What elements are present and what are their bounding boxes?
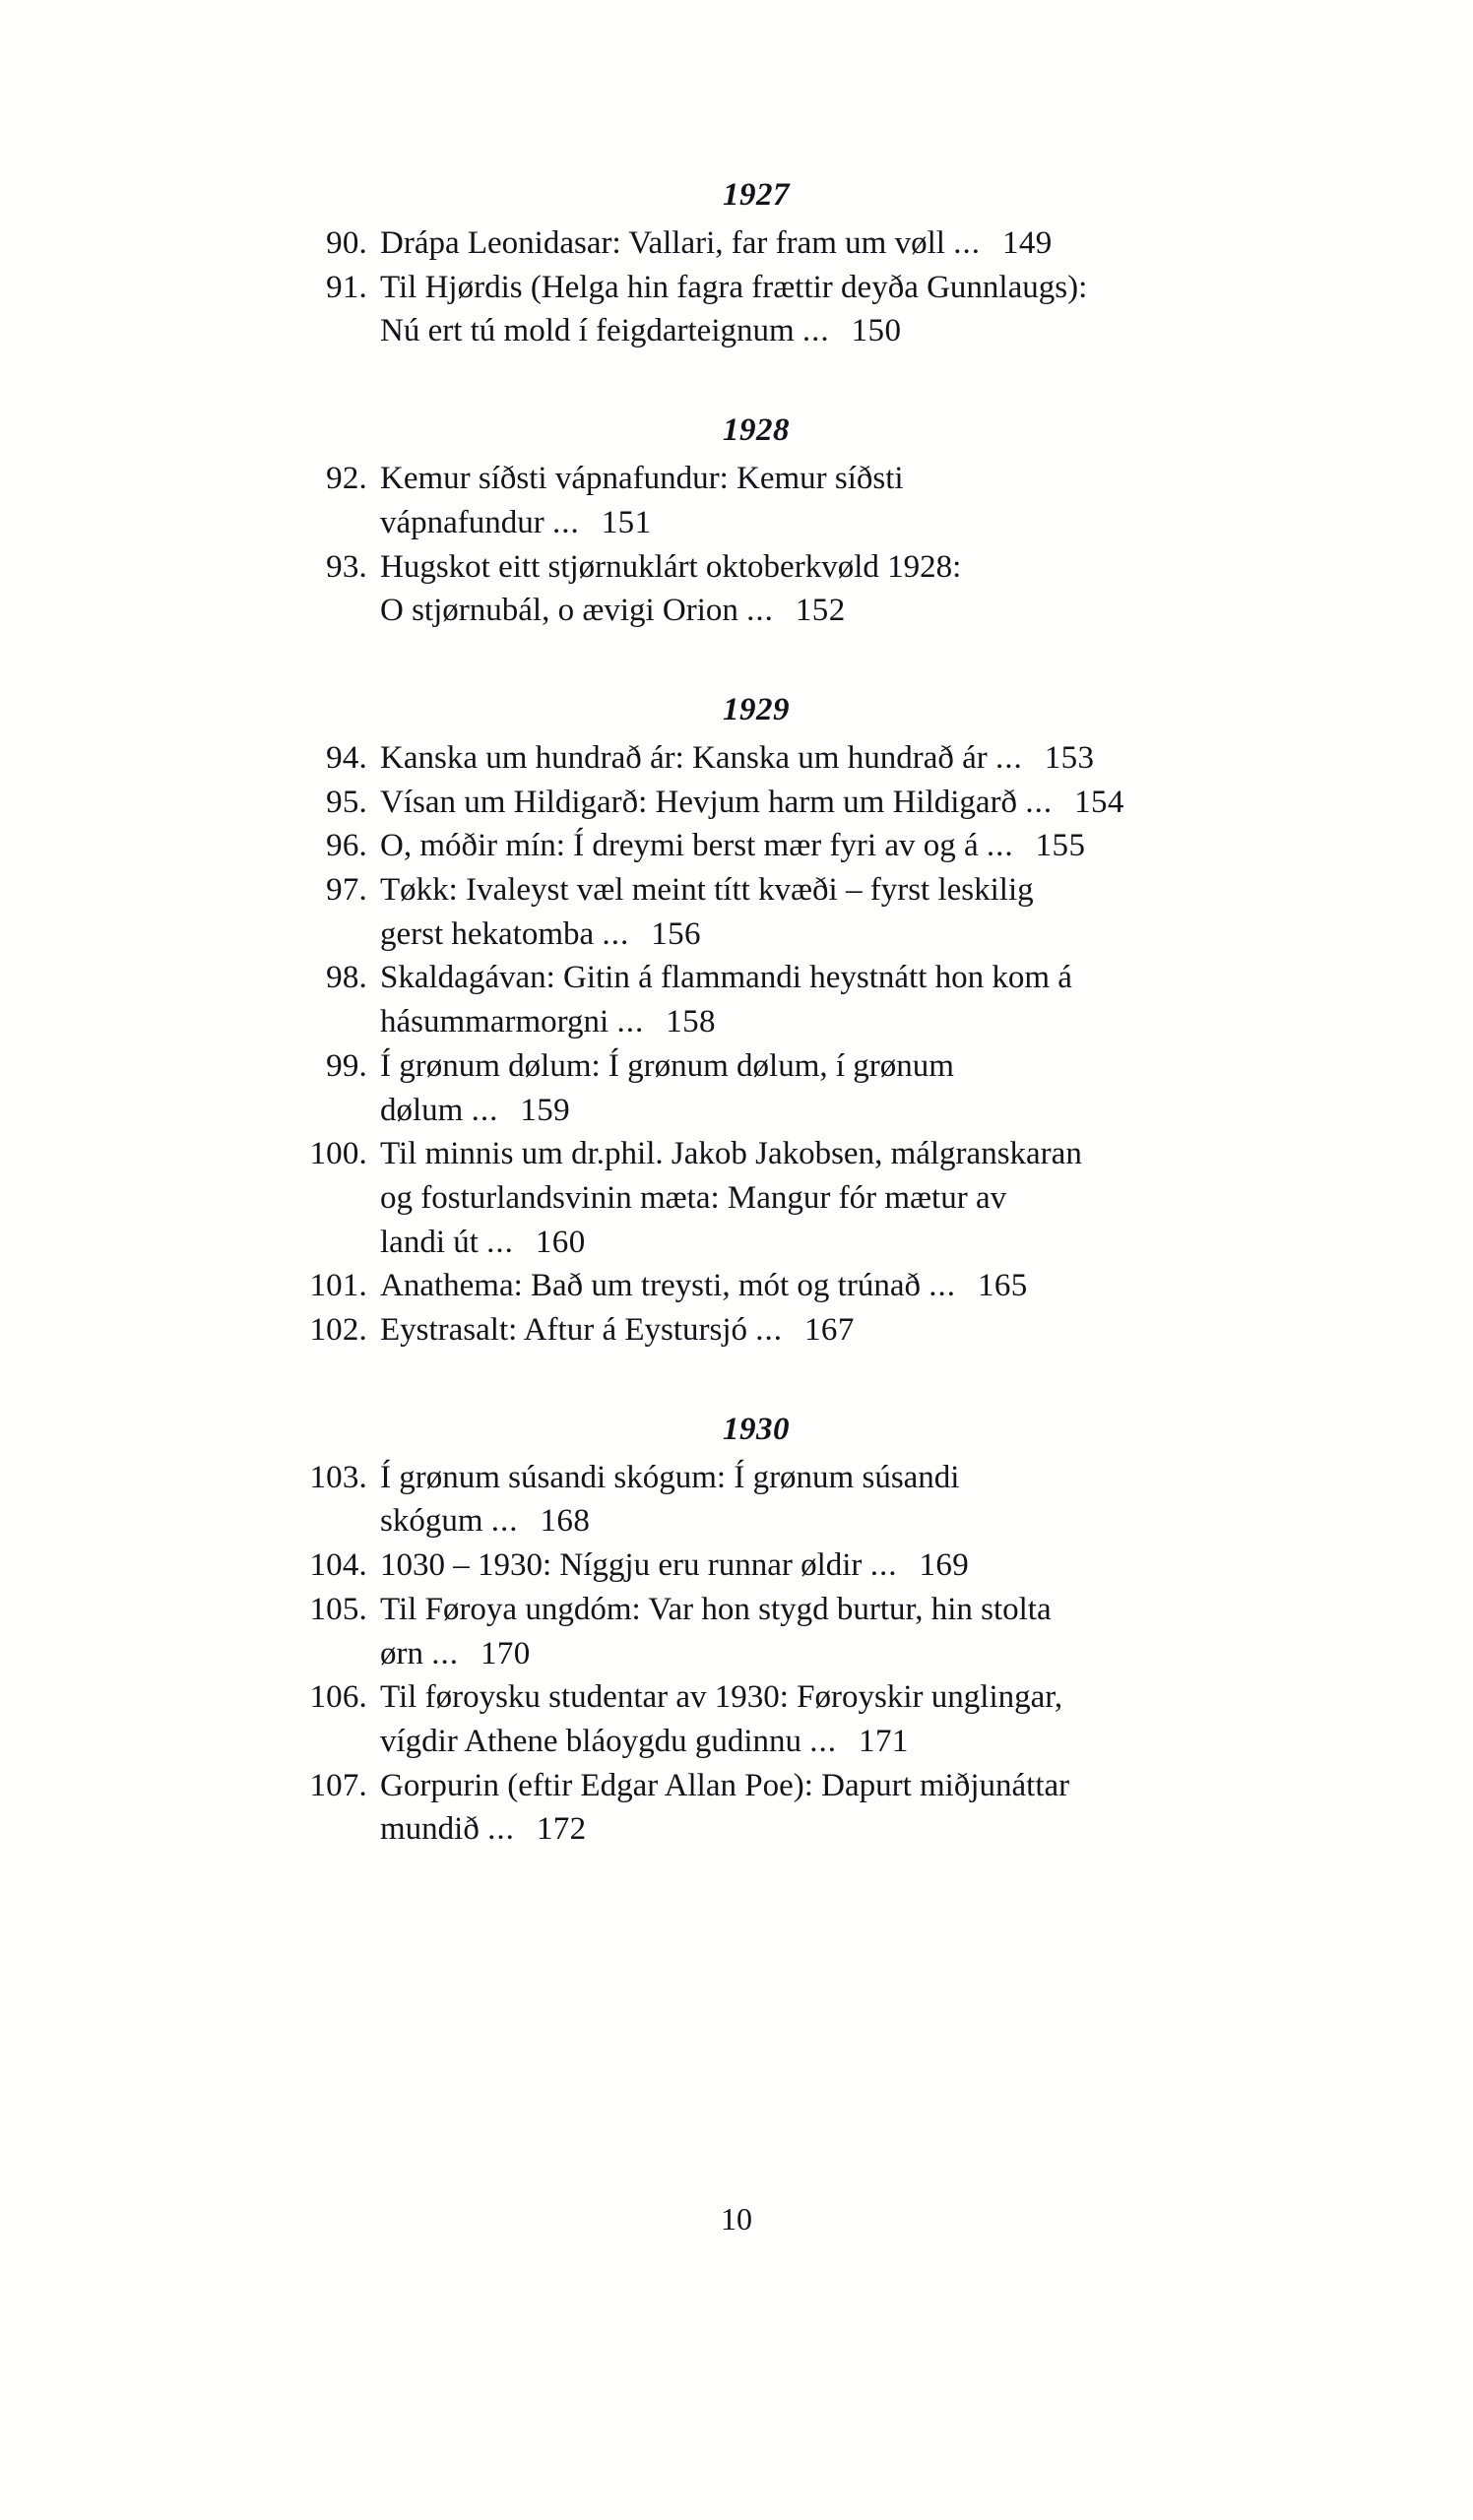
toc-entry-body bbox=[380, 1632, 1308, 1676]
toc-entry-continuation[interactable] bbox=[264, 309, 1308, 353]
toc-entry-title: Til Føroya ungdóm: Var hon stygd burtur, hin stolta bbox=[380, 1591, 1052, 1627]
toc-entry-body bbox=[380, 1176, 1308, 1221]
toc-entry-list bbox=[0, 736, 1473, 1353]
toc-entry-body bbox=[380, 1089, 1308, 1133]
toc-entry-body bbox=[380, 1456, 1308, 1500]
toc-entry[interactable] bbox=[264, 1764, 1308, 1808]
toc-entry-title: Vísan um Hildigarð: Hevjum harm um Hildigarð bbox=[380, 784, 1018, 820]
toc-leader-dots: ... bbox=[869, 1547, 898, 1584]
toc-entry-body bbox=[380, 868, 1308, 913]
toc-entry[interactable] bbox=[264, 221, 1308, 266]
toc-entry-title: Anathema: Bað um treysti, mót og trúnað bbox=[380, 1268, 921, 1304]
toc-leader-dots: ... bbox=[809, 1723, 838, 1759]
toc-entry-body bbox=[380, 309, 1308, 353]
toc-entry-title: vígdir Athene bláoygdu gudinnu bbox=[380, 1723, 802, 1759]
toc-entry-body bbox=[380, 589, 1308, 633]
toc-entry-continuation[interactable] bbox=[264, 913, 1308, 957]
toc-entry-title: Kanska um hundrað ár: Kanska um hundrað ár bbox=[380, 739, 988, 776]
toc-content bbox=[0, 177, 1473, 1852]
toc-entry-continuation[interactable] bbox=[264, 1499, 1308, 1544]
toc-leader-dots: ... bbox=[487, 1811, 515, 1848]
toc-page-number[interactable]: 160 bbox=[535, 1224, 586, 1260]
toc-entry-body bbox=[380, 1499, 1308, 1544]
toc-entry-body bbox=[380, 1764, 1308, 1808]
toc-page-number[interactable]: 150 bbox=[851, 313, 902, 349]
toc-entry-title: Tøkk: Ivaleyst væl meint títt kvæði – fyrst leskilig bbox=[380, 872, 1034, 909]
toc-leader-dots: ... bbox=[995, 739, 1023, 776]
toc-entry-body bbox=[380, 736, 1308, 781]
toc-entry-body bbox=[380, 1588, 1308, 1632]
toc-entry-title: gerst hekatomba bbox=[380, 915, 595, 952]
toc-leader-dots: ... bbox=[602, 915, 630, 952]
toc-entry-number: 99. bbox=[326, 1047, 367, 1084]
toc-entry-continuation[interactable] bbox=[264, 1807, 1308, 1852]
toc-entry-title: O, móðir mín: Í dreymi berst mær fyri av og á bbox=[380, 828, 979, 864]
toc-leader-dots: ... bbox=[929, 1268, 956, 1304]
toc-entry-body bbox=[380, 1544, 1308, 1588]
toc-entry-title: ørn bbox=[380, 1635, 423, 1671]
toc-entry-title: Skaldagávan: Gitin á flammandi heystnátt hon kom á bbox=[380, 960, 1072, 996]
year-heading-spacer bbox=[0, 1448, 1473, 1456]
toc-entry[interactable] bbox=[264, 1132, 1308, 1176]
toc-entry-body bbox=[380, 501, 1308, 545]
toc-entry[interactable] bbox=[264, 545, 1308, 590]
toc-entry-number: 97. bbox=[326, 872, 367, 909]
toc-leader-dots: ... bbox=[1025, 784, 1054, 820]
year-heading-spacer bbox=[0, 728, 1473, 736]
toc-entry-body bbox=[380, 956, 1308, 1000]
toc-entry-title: og fosturlandsvinin mæta: Mangur fór mætur av bbox=[380, 1179, 1007, 1216]
toc-entry[interactable] bbox=[264, 956, 1308, 1000]
year-heading: 1929 bbox=[723, 691, 790, 727]
toc-entry-number: 98. bbox=[326, 960, 367, 996]
toc-leader-dots: ... bbox=[486, 1224, 514, 1260]
toc-entry-title: 1030 – 1930: Níggju eru runnar øldir bbox=[380, 1547, 863, 1584]
toc-leader-dots: ... bbox=[746, 593, 774, 629]
toc-entry-body bbox=[380, 1044, 1308, 1089]
toc-entry-number: 96. bbox=[326, 828, 367, 864]
toc-page-number[interactable]: 172 bbox=[536, 1811, 587, 1848]
toc-entry-list bbox=[0, 221, 1473, 353]
toc-entry-body bbox=[380, 913, 1308, 957]
toc-entry-body bbox=[380, 1308, 1308, 1353]
toc-entry-continuation[interactable] bbox=[264, 1720, 1308, 1764]
toc-entry[interactable] bbox=[264, 868, 1308, 913]
toc-entry-title: Drápa Leonidasar: Vallari, far fram um vøll bbox=[380, 225, 945, 261]
toc-page-number[interactable]: 155 bbox=[1035, 828, 1086, 864]
toc-entry-body bbox=[380, 824, 1308, 868]
toc-entry[interactable] bbox=[264, 1456, 1308, 1500]
toc-page-number[interactable]: 158 bbox=[666, 1004, 716, 1040]
toc-entry-body bbox=[380, 1221, 1308, 1265]
toc-entry-title: Til Hjørdis (Helga hin fagra frættir deyða Gunnlaugs): bbox=[380, 269, 1088, 305]
toc-page-number[interactable]: 170 bbox=[480, 1635, 531, 1671]
toc-entry-body bbox=[380, 1000, 1308, 1044]
toc-entry-title: Kemur síðsti vápnafundur: Kemur síðsti bbox=[380, 461, 904, 497]
toc-entry-continuation[interactable] bbox=[264, 1176, 1308, 1221]
toc-entry-title: Gorpurin (eftir Edgar Allan Poe): Dapurt miðjunáttar bbox=[380, 1767, 1070, 1803]
toc-entry[interactable] bbox=[264, 1544, 1308, 1588]
toc-entry[interactable] bbox=[264, 824, 1308, 868]
toc-page-number[interactable]: 156 bbox=[651, 915, 701, 952]
toc-entry[interactable] bbox=[264, 736, 1308, 781]
page-folio: 10 bbox=[721, 2201, 752, 2236]
toc-entry[interactable] bbox=[264, 1588, 1308, 1632]
section-spacer bbox=[0, 353, 1473, 412]
toc-page-number[interactable]: 167 bbox=[804, 1312, 855, 1349]
year-heading-spacer bbox=[0, 449, 1473, 457]
toc-entry[interactable] bbox=[264, 781, 1308, 825]
toc-entry-title: skógum bbox=[380, 1503, 483, 1540]
toc-leader-dots: ... bbox=[490, 1503, 519, 1540]
toc-page-number[interactable]: 151 bbox=[601, 504, 652, 540]
toc-entry-title: Í grønum dølum: Í grønum dølum, í grønum bbox=[380, 1047, 954, 1084]
toc-entry-number: 103. bbox=[309, 1459, 367, 1495]
toc-entry-continuation[interactable] bbox=[264, 589, 1308, 633]
toc-entry-number: 91. bbox=[326, 269, 367, 305]
toc-leader-dots: ... bbox=[552, 504, 580, 540]
toc-page-number[interactable]: 153 bbox=[1044, 739, 1095, 776]
toc-entry[interactable] bbox=[264, 1308, 1308, 1353]
toc-entry-title: Í grønum súsandi skógum: Í grønum súsandi bbox=[380, 1459, 960, 1495]
toc-entry-continuation[interactable] bbox=[264, 1000, 1308, 1044]
toc-page-number[interactable]: 149 bbox=[1001, 225, 1053, 261]
toc-entry-body bbox=[380, 1675, 1308, 1720]
year-heading: 1927 bbox=[723, 177, 790, 213]
toc-entry-title: O stjørnubál, o ævigi Orion bbox=[380, 593, 738, 629]
toc-entry-title: landi út bbox=[380, 1224, 479, 1260]
toc-entry-title: vápnafundur bbox=[380, 504, 544, 540]
toc-entry-title: dølum bbox=[380, 1092, 464, 1128]
toc-entry-number: 107. bbox=[309, 1767, 367, 1803]
year-heading: 1928 bbox=[723, 412, 790, 449]
toc-entry-continuation[interactable] bbox=[264, 1089, 1308, 1133]
toc-leader-dots: ... bbox=[616, 1004, 645, 1040]
toc-entry-continuation[interactable] bbox=[264, 1221, 1308, 1265]
toc-entry-body bbox=[380, 781, 1308, 825]
toc-entry-number: 90. bbox=[326, 225, 367, 261]
toc-page-number[interactable]: 165 bbox=[977, 1268, 1028, 1304]
toc-entry[interactable] bbox=[264, 1264, 1308, 1308]
toc-leader-dots: ... bbox=[755, 1312, 784, 1349]
toc-entry-number: 102. bbox=[309, 1312, 367, 1349]
toc-entry-number: 100. bbox=[309, 1136, 367, 1172]
year-heading-spacer bbox=[0, 214, 1473, 221]
toc-leader-dots: ... bbox=[953, 225, 981, 261]
toc-entry[interactable] bbox=[264, 457, 1308, 501]
toc-leader-dots: ... bbox=[801, 313, 830, 349]
toc-entry-body bbox=[380, 545, 1308, 590]
toc-entry-number: 93. bbox=[326, 548, 367, 585]
toc-page-number[interactable]: 154 bbox=[1074, 784, 1124, 820]
toc-leader-dots: ... bbox=[986, 828, 1014, 864]
section-spacer bbox=[0, 633, 1473, 692]
toc-page-number[interactable]: 152 bbox=[795, 593, 846, 629]
toc-entry-body bbox=[380, 221, 1308, 266]
toc-entry-list bbox=[0, 1456, 1473, 1852]
toc-entry-number: 95. bbox=[326, 784, 367, 820]
toc-entry-title: hásummarmorgni bbox=[380, 1004, 609, 1040]
toc-entry-body bbox=[380, 266, 1308, 310]
toc-page-number[interactable]: 168 bbox=[540, 1503, 591, 1540]
toc-entry[interactable] bbox=[264, 1675, 1308, 1720]
toc-entry-title: Til minnis um dr.phil. Jakob Jakobsen, málgranskaran bbox=[380, 1136, 1082, 1172]
toc-entry-title: Hugskot eitt stjørnuklárt oktoberkvøld 1928: bbox=[380, 548, 962, 585]
toc-entry-number: 105. bbox=[309, 1591, 367, 1627]
toc-entry-body bbox=[380, 1132, 1308, 1176]
toc-entry-number: 101. bbox=[309, 1268, 367, 1304]
toc-page-number[interactable]: 169 bbox=[919, 1547, 970, 1584]
year-heading: 1930 bbox=[723, 1411, 790, 1447]
toc-leader-dots: ... bbox=[431, 1635, 459, 1671]
toc-entry[interactable] bbox=[264, 1044, 1308, 1089]
toc-entry-body bbox=[380, 1264, 1308, 1308]
toc-entry-body bbox=[380, 457, 1308, 501]
toc-entry-number: 92. bbox=[326, 461, 367, 497]
toc-leader-dots: ... bbox=[471, 1092, 499, 1128]
toc-entry-title: Eystrasalt: Aftur á Eystursjó bbox=[380, 1312, 748, 1349]
toc-entry-number: 106. bbox=[309, 1679, 367, 1716]
toc-page-number[interactable]: 159 bbox=[520, 1092, 571, 1128]
toc-entry-continuation[interactable] bbox=[264, 501, 1308, 545]
toc-entry-number: 104. bbox=[309, 1547, 367, 1584]
toc-entry-title: Til føroysku studentar av 1930: Føroyskir unglingar, bbox=[380, 1679, 1063, 1716]
toc-entry[interactable] bbox=[264, 266, 1308, 310]
toc-entry-body bbox=[380, 1720, 1308, 1764]
toc-entry-body bbox=[380, 1807, 1308, 1852]
toc-entry-title: mundið bbox=[380, 1811, 480, 1848]
toc-page-number[interactable]: 171 bbox=[859, 1723, 909, 1759]
section-spacer bbox=[0, 1353, 1473, 1412]
toc-entry-continuation[interactable] bbox=[264, 1632, 1308, 1676]
toc-entry-list bbox=[0, 457, 1473, 633]
toc-entry-title: Nú ert tú mold í feigdarteignum bbox=[380, 313, 795, 349]
toc-entry-number: 94. bbox=[326, 739, 367, 776]
